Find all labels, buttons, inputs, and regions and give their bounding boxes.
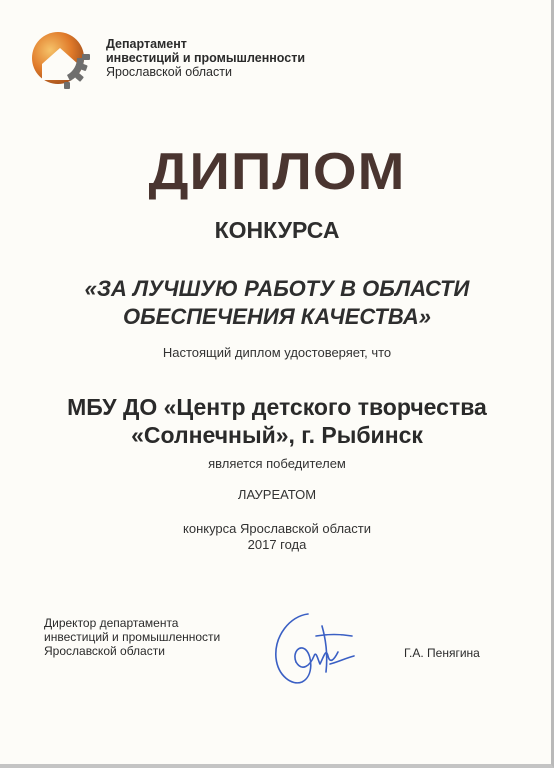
position-line-1: Директор департамента	[44, 616, 179, 630]
region-line: конкурса Ярославской области	[183, 521, 371, 536]
diploma-subtitle: КОНКУРСА	[214, 217, 340, 243]
contest-name	[0, 275, 554, 331]
signer-position	[44, 616, 220, 658]
recipient-line-2: «Солнечный», г. Рыбинск	[131, 422, 423, 448]
recipient-name	[0, 393, 554, 449]
year-line: 2017 года	[247, 537, 307, 552]
winner-text: является победителем	[208, 456, 346, 471]
certifies-text: Настоящий диплом удостоверяет, что	[162, 345, 392, 360]
org-line-3: Ярославской области	[106, 65, 232, 79]
contest-line-1: «ЗА ЛУЧШУЮ РАБОТУ В ОБЛАСТИ	[84, 276, 470, 301]
org-line-1: Департамент	[106, 37, 187, 51]
signature-image	[268, 606, 360, 694]
position-line-3: Ярославской области	[44, 644, 165, 658]
signer-name: Г.А. Пенягина	[404, 646, 480, 660]
position-line-2: инвестиций и промышленности	[44, 630, 221, 644]
recipient-line-1: МБУ ДО «Центр детского творчества	[67, 394, 487, 420]
org-line-2: инвестиций и промышленности	[106, 51, 306, 65]
department-logo-icon	[24, 24, 96, 96]
contest-line-2: ОБЕСПЕЧЕНИЯ КАЧЕСТВА»	[122, 304, 432, 329]
diploma-title: ДИПЛОМ	[148, 143, 406, 201]
region-text	[0, 521, 554, 553]
issuing-organization	[106, 37, 305, 79]
laureate-text: ЛАУРЕАТОМ	[237, 487, 317, 502]
